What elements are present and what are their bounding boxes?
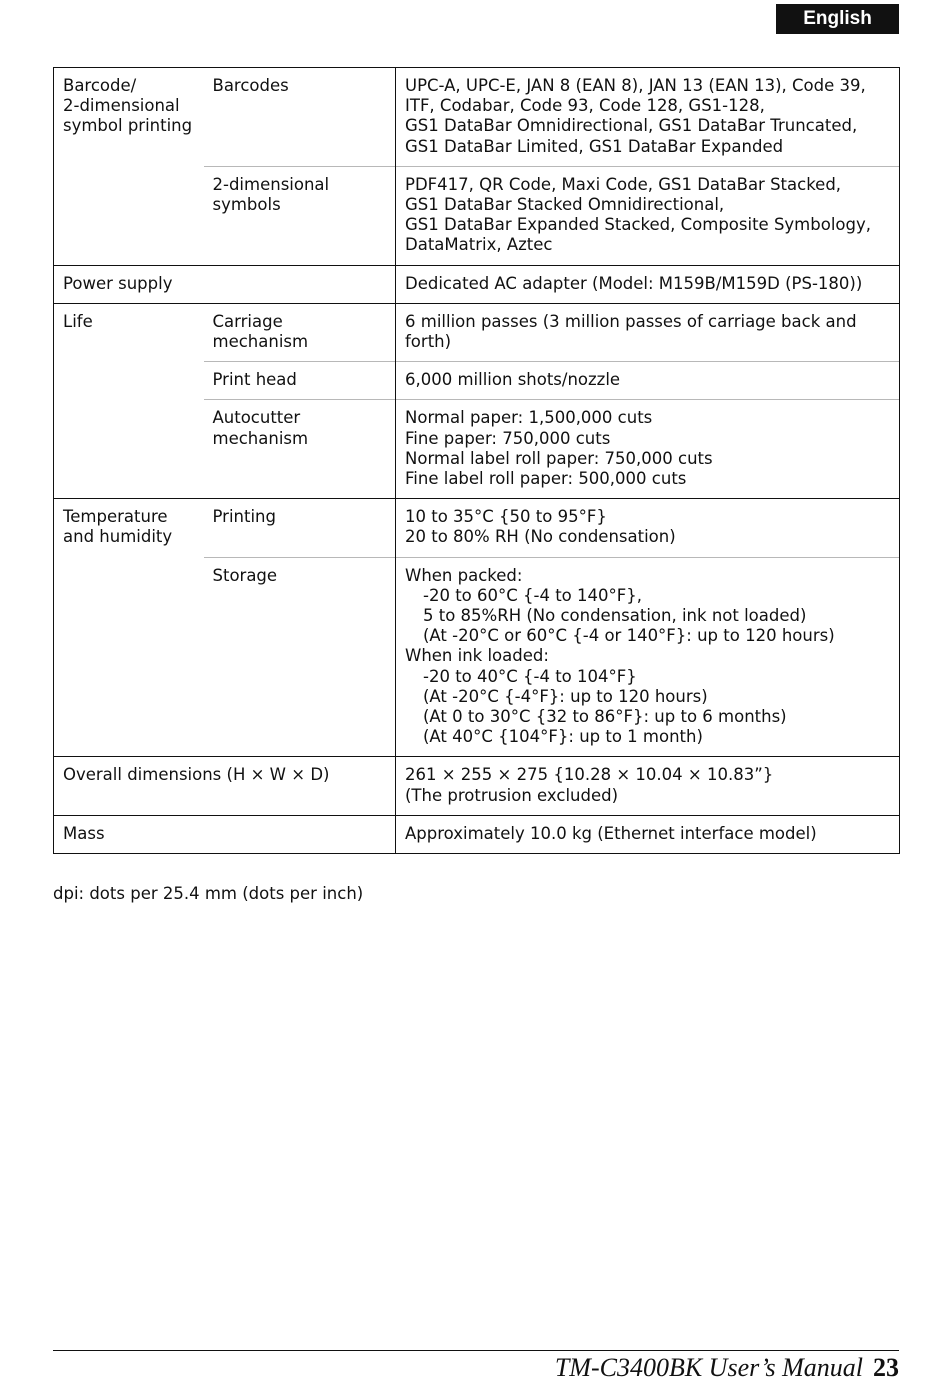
sub-label-barcodes: Barcodes [204,68,396,167]
value-autocutter: Normal paper: 1,500,000 cuts Fine paper: 750,000 cuts Normal label roll paper: 750,000 cuts Fine label roll paper: 500,000 cuts [396,400,900,499]
table-row-printing [54,499,900,557]
value-printing: 10 to 35°C {50 to 95°F} 20 to 80% RH (No condensation) [396,499,900,557]
sub-label-carriage: Carriage mechanism [204,303,396,361]
row-label-mass: Mass [54,815,396,853]
row-label-barcode: Barcode/ 2-dimensional symbol printing [54,68,204,266]
footer-divider [53,1350,899,1351]
page-number: 23 [873,1353,899,1382]
table-row-power-supply [54,265,900,303]
row-label-power-supply: Power supply [54,265,396,303]
row-label-dimensions: Overall dimensions (H × W × D) [54,757,396,815]
table-row-barcodes [54,68,900,167]
sub-label-autocutter: Autocutter mechanism [204,400,396,499]
value-mass: Approximately 10.0 kg (Ethernet interface model) [396,815,900,853]
sub-label-storage: Storage [204,557,396,757]
sub-label-print-head: Print head [204,362,396,400]
value-2d-symbols: PDF417, QR Code, Maxi Code, GS1 DataBar Stacked, GS1 DataBar Stacked Omnidirectional, GS1 DataBar Expanded Stacked, Composite Symbology, DataMatrix, Aztec [396,166,900,265]
table-row-mass [54,815,900,853]
manual-title: TM-C3400BK User’s Manual [554,1353,863,1382]
value-print-head: 6,000 million shots/nozzle [396,362,900,400]
value-barcodes: UPC-A, UPC-E, JAN 8 (EAN 8), JAN 13 (EAN 13), Code 39, ITF, Codabar, Code 93, Code 128, GS1-128, GS1 DataBar Omnidirectional, GS1 DataBar Truncated, GS1 DataBar Limited, GS1 DataBar Expanded [396,68,900,167]
value-storage: When packed: -20 to 60°C {-4 to 140°F}, 5 to 85%RH (No condensation, ink not loaded) (At -20°C or 60°C {-4 or 140°F}: up to 120 hours) When ink loaded: -20 to 40°C {-4 to 104°F} (At -20°C {-4°F}: up to 120 hours) (At 0 to 30°C {32 to 86°F}: up to 6 months) (At 40°C {104°F}: up to 1 month) [396,557,900,757]
page-footer [555,1353,899,1383]
sub-label-printing: Printing [204,499,396,557]
table-row-dimensions [54,757,900,815]
value-dimensions: 261 × 255 × 275 {10.28 × 10.04 × 10.83”} (The protrusion excluded) [396,757,900,815]
language-tab: English [776,4,899,34]
sub-label-2d-symbols: 2-dimensional symbols [204,166,396,265]
value-power-supply: Dedicated AC adapter (Model: M159B/M159D (PS-180)) [396,265,900,303]
row-label-life: Life [54,303,204,498]
value-carriage: 6 million passes (3 million passes of carriage back and forth) [396,303,900,361]
row-label-temperature: Temperature and humidity [54,499,204,757]
footnote: dpi: dots per 25.4 mm (dots per inch) [53,884,364,903]
table-row-carriage [54,303,900,361]
specifications-table [53,67,900,854]
